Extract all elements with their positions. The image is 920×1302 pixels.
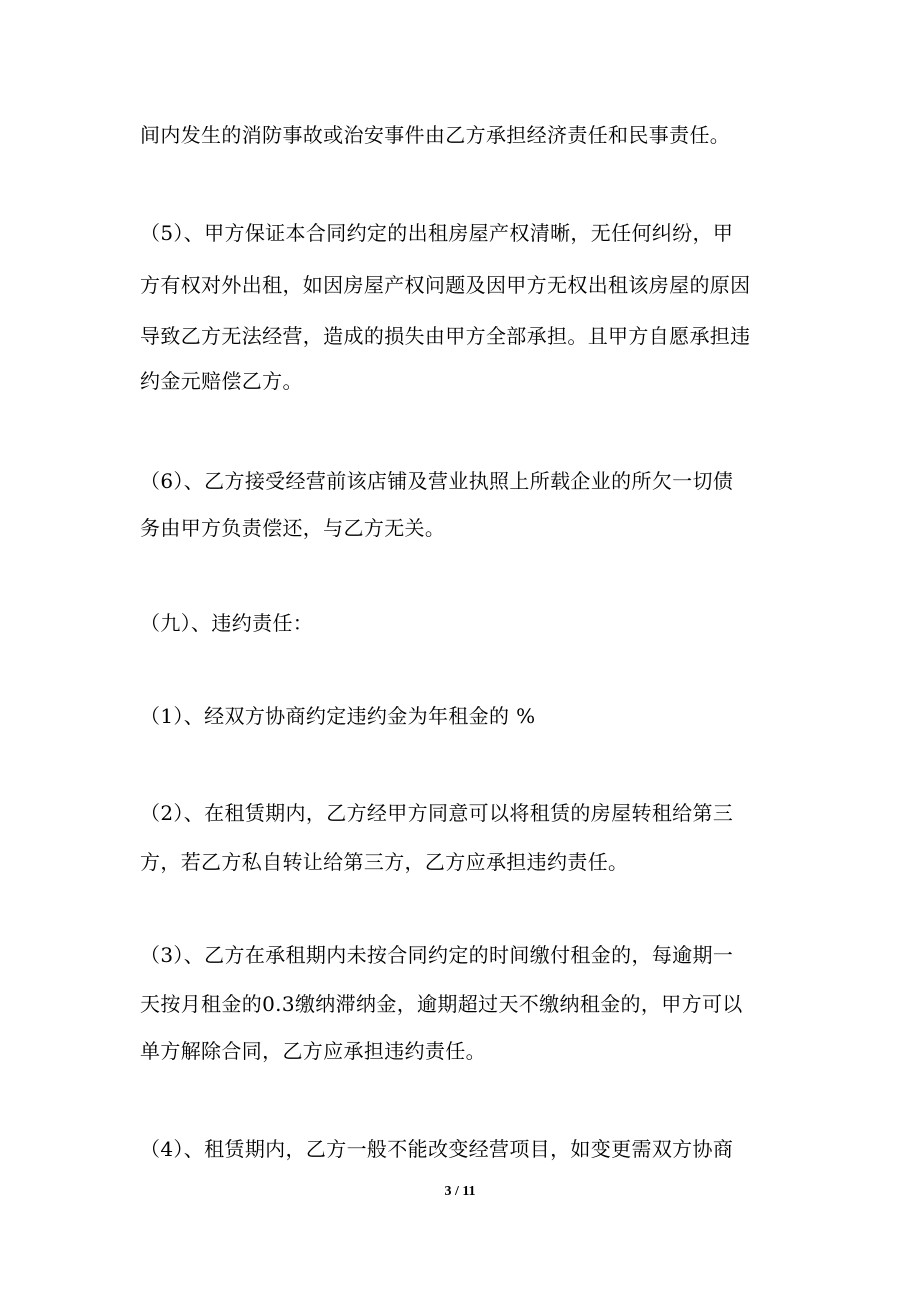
text-line: 单方解除合同，乙方应承担违约责任。 (140, 1039, 486, 1063)
text-line: （6）、乙方接受经营前该店铺及营业执照上所载企业的所欠一切债 (140, 469, 734, 493)
text-line: 方，若乙方私自转让给第三方，乙方应承担违约责任。 (140, 850, 629, 874)
text-line: （3）、乙方在承租期内未按合同约定的时间缴付租金的，每逾期一 (140, 943, 734, 967)
text-line: （5）、甲方保证本合同约定的出租房屋产权清晰，无任何纠纷，甲 (140, 221, 734, 245)
page-number: 3 / 11 (444, 1184, 476, 1199)
text-line: 天按月租金的0.3缴纳滞纳金，逾期超过天不缴纳租金的，甲方可以 (140, 992, 743, 1016)
text-line: 方有权对外出租，如因房屋产权问题及因甲方无权出租该房屋的原因 (140, 273, 751, 297)
text-line: 务由甲方负责偿还，与乙方无关。 (140, 516, 446, 540)
text-line: 约金元赔偿乙方。 (140, 369, 303, 393)
text-line: （1）、经双方协商约定违约金为年租金的 % (140, 704, 536, 728)
text-line: 间内发生的消防事故或治安事件由乙方承担经济责任和民事责任。 (140, 123, 731, 147)
text-line: （2）、在租赁期内，乙方经甲方同意可以将租赁的房屋转租给第三 (140, 801, 734, 825)
section-heading: （九）、违约责任： (140, 611, 314, 635)
text-line: （4）、租赁期内，乙方一般不能改变经营项目，如变更需双方协商 (140, 1137, 734, 1161)
text-line: 导致乙方无法经营，造成的损失由甲方全部承担。且甲方自愿承担违 (140, 324, 751, 348)
